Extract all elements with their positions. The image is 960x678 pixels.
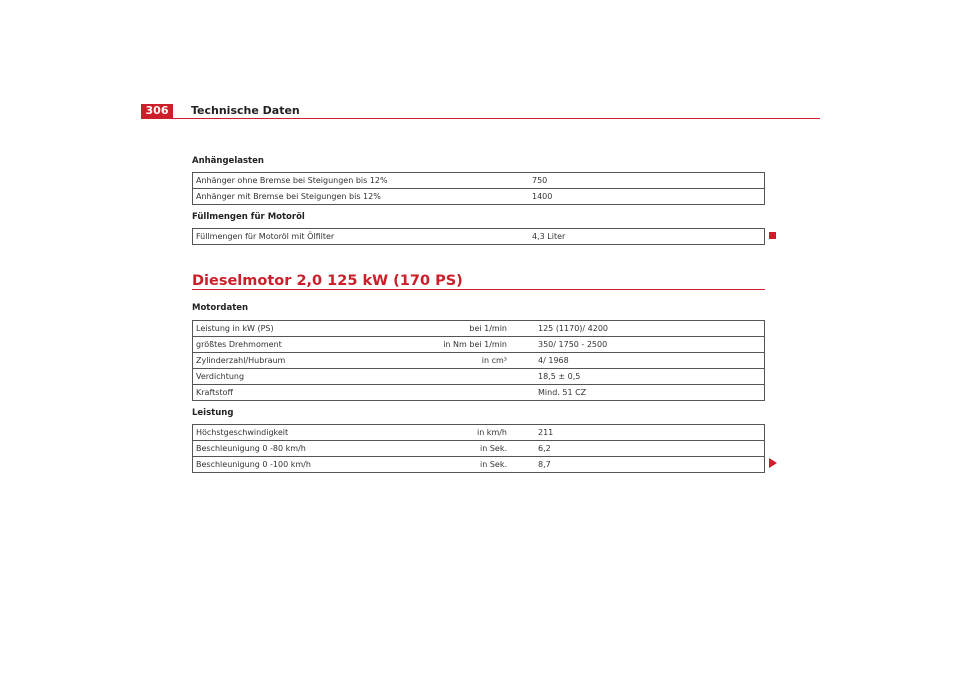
section-label-anhaengelasten: Anhängelasten — [192, 156, 264, 166]
row-value: 1400 — [504, 189, 765, 205]
table-row — [193, 189, 765, 205]
table-anhaengelasten — [192, 172, 765, 205]
row-label: Höchstgeschwindigkeit — [193, 425, 425, 441]
table-row — [193, 173, 765, 189]
row-value: 211 — [510, 425, 765, 441]
row-value: 6,2 — [510, 441, 765, 457]
row-unit: bei 1/min — [424, 321, 510, 337]
table-row — [193, 425, 765, 441]
row-unit: in Sek. — [424, 457, 510, 473]
table-leistung — [192, 424, 765, 473]
row-label: Anhänger mit Bremse bei Steigungen bis 12% — [193, 189, 505, 205]
row-label: Leistung in kW (PS) — [193, 321, 425, 337]
row-value: 8,7 — [510, 457, 765, 473]
table-row — [193, 337, 765, 353]
page-number: 306 — [141, 104, 173, 118]
row-value: 4,3 Liter — [504, 229, 765, 245]
table-row — [193, 385, 765, 401]
table-row — [193, 441, 765, 457]
row-unit: in cm³ — [424, 353, 510, 369]
table-row — [193, 321, 765, 337]
row-label: Zylinderzahl/Hubraum — [193, 353, 425, 369]
page-header — [141, 104, 820, 118]
section-label-leistung: Leistung — [192, 408, 234, 418]
section-label-fuellmengen: Füllmengen für Motoröl — [192, 212, 305, 222]
row-value: Mind. 51 CZ — [510, 385, 765, 401]
table-motordaten — [192, 320, 765, 401]
section-label-motordaten: Motordaten — [192, 303, 249, 313]
row-unit: in Sek. — [424, 441, 510, 457]
row-value: 18,5 ± 0,5 — [510, 369, 765, 385]
end-marker-icon — [769, 232, 776, 239]
section-title: Dieselmotor 2,0 125 kW (170 PS) — [192, 273, 463, 289]
table-row — [193, 369, 765, 385]
row-label: Beschleunigung 0 -80 km/h — [193, 441, 425, 457]
row-value: 750 — [504, 173, 765, 189]
row-unit — [424, 369, 510, 385]
row-label: Füllmengen für Motoröl mit Ölfilter — [193, 229, 505, 245]
row-unit: in km/h — [424, 425, 510, 441]
table-row — [193, 353, 765, 369]
row-label: größtes Drehmoment — [193, 337, 425, 353]
row-label: Kraftstoff — [193, 385, 425, 401]
row-label: Verdichtung — [193, 369, 425, 385]
table-row — [193, 457, 765, 473]
header-rule — [141, 118, 820, 119]
section-title-rule — [192, 289, 765, 290]
table-fuellmengen — [192, 228, 765, 245]
row-unit — [424, 385, 510, 401]
row-label: Anhänger ohne Bremse bei Steigungen bis 12% — [193, 173, 505, 189]
row-value: 4/ 1968 — [510, 353, 765, 369]
table-row — [193, 229, 765, 245]
row-unit: in Nm bei 1/min — [424, 337, 510, 353]
row-value: 350/ 1750 - 2500 — [510, 337, 765, 353]
row-value: 125 (1170)/ 4200 — [510, 321, 765, 337]
row-label: Beschleunigung 0 -100 km/h — [193, 457, 425, 473]
header-title: Technische Daten — [191, 104, 300, 117]
continue-arrow-icon — [769, 458, 777, 468]
